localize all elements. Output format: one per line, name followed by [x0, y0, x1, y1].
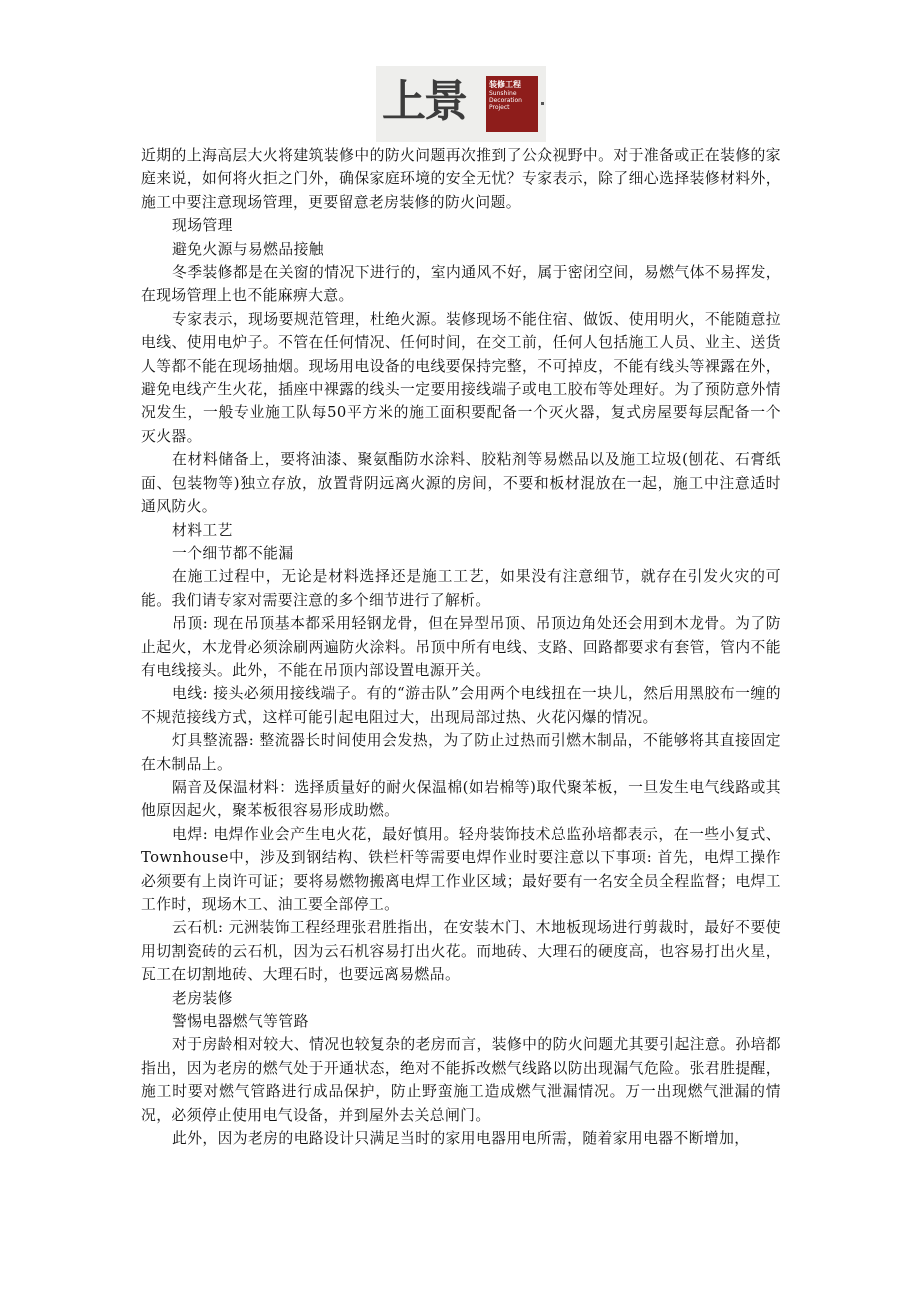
paragraph-ceiling: 吊顶: 现在吊顶基本都采用轻钢龙骨，但在异型吊顶、吊顶边角处还会用到木龙骨。为了防止起火，木龙骨必须涂刷两遍防火涂料。吊顶中所有电线、支路、回路都要求有套管，管内不能有电线接头。此外，不能在吊顶内部设置电源开关。: [141, 615, 781, 679]
logo-mark: 上景: [382, 76, 466, 127]
paragraph: 此外，因为老房的电路设计只满足当时的家用电器用电所需，随着家用电器不断增加，: [172, 1130, 750, 1148]
section-heading-site-management: 现场管理: [172, 217, 233, 235]
logo-badge: [486, 76, 538, 132]
paragraph-insulation: 隔音及保温材料：选择质量好的耐火保温棉(如岩棉等)取代聚苯板，一旦发生电气线路或其他原因起火，聚苯板很容易形成助燃。: [141, 778, 781, 820]
section-heading-materials: 材料工艺: [172, 521, 233, 539]
subheading-gas: 警惕电器燃气等管路: [172, 1013, 309, 1031]
paragraph-ballast: 灯具整流器: 整流器长时间使用会发热，为了防止过热而引燃木制品，不能够将其直接固定在木制品上。: [141, 732, 781, 773]
paragraph: 在材料储备上，要将油漆、聚氨酯防水涂料、胶粘剂等易燃品以及施工垃圾(刨花、石膏纸面、包装物等)独立存放，放置背阴远离火源的房间，不要和板材混放在一起，施工中注意适时通风防火。: [141, 451, 781, 516]
paragraph: 冬季装修都是在关窗的情况下进行的，室内通风不好，属于密闭空间，易燃气体不易挥发，在现场管理上也不能麻痹大意。: [141, 264, 781, 305]
subheading-avoid-fire: 避免火源与易燃品接触: [172, 240, 324, 258]
logo-dot: [541, 102, 544, 105]
paragraph: 专家表示，现场要规范管理，杜绝火源。装修现场不能住宿、做饭、使用明火，不能随意拉电线、使用电炉子。不管在任何情况、任何时间，在交工前，任何人包括施工人员、业主、送货人等都不能在现场抽烟。现场用电设备的电线要保持完整，不可掉皮，不能有线头等裸露在外，避免电线产生火花，插座中裸露的线头一定要用接线端子或电工胶布等处理好。为了预防意外情况发生，一般专业施工队每50平方米的施工面积要配备一个灭火器，复式房屋要每层配备一个灭火器。: [141, 310, 781, 445]
paragraph-welding: 电焊: 电焊作业会产生电火花，最好慎用。轻舟装饰技术总监孙培都表示，在一些小复式、Townhouse中，涉及到钢结构、铁栏杆等需要电焊作业时要注意以下事项: 首先，电焊工操作必须要有上岗许可证；要将易燃物搬离电焊工作业区域；最好要有一名安全员全程监督；电焊工工作时，现场木工、油工要全部停工。: [141, 825, 781, 913]
company-logo: [376, 66, 546, 142]
paragraph: 对于房龄相对较大、情况也较复杂的老房而言，装修中的防火问题尤其要引起注意。孙培都指出，因为老房的燃气处于开通状态，绝对不能拆改燃气线路以防出现漏气危险。张君胜提醒，施工时要对燃气管路进行成品保护，防止野蛮施工造成燃气泄漏情况。万一出现燃气泄漏的情况，必须停止使用电气设备，并到屋外去关总闸门。: [141, 1036, 781, 1124]
subheading-details: 一个细节都不能漏: [172, 544, 294, 562]
paragraph: 在施工过程中，无论是材料选择还是施工工艺，如果没有注意细节，就存在引发火灾的可能。我们请专家对需要注意的多个细节进行了解析。: [141, 568, 781, 609]
paragraph-wires: 电线: 接头必须用接线端子。有的“游击队”会用两个电线扭在一块儿，然后用黑胶布一缠的不规范接线方式，这样可能引起电阻过大，出现局部过热、火花闪爆的情况。: [141, 685, 781, 726]
section-heading-old-house: 老房装修: [172, 989, 233, 1007]
logo-badge-en: Sunshine Decoration Project: [489, 90, 522, 111]
paragraph-cutter: 云石机: 元洲装饰工程经理张君胜指出，在安装木门、木地板现场进行剪裁时，最好不要使用切割瓷砖的云石机，因为云石机容易打出火花。而地砖、大理石的硬度高，也容易打出火星，瓦工在切割地砖、大理石时，也要远离易燃品。: [141, 919, 781, 984]
intro-paragraph: 近期的上海高层大火将建筑装修中的防火问题再次推到了公众视野中。对于准备或正在装修的家庭来说，如何将火拒之门外，确保家庭环境的安全无忧？专家表示，除了细心选择装修材料外，施工中要注意现场管理，更要留意老房装修的防火问题。: [141, 147, 781, 211]
article-body: [141, 144, 781, 1150]
logo-badge-cn: 装修工程: [489, 80, 521, 89]
